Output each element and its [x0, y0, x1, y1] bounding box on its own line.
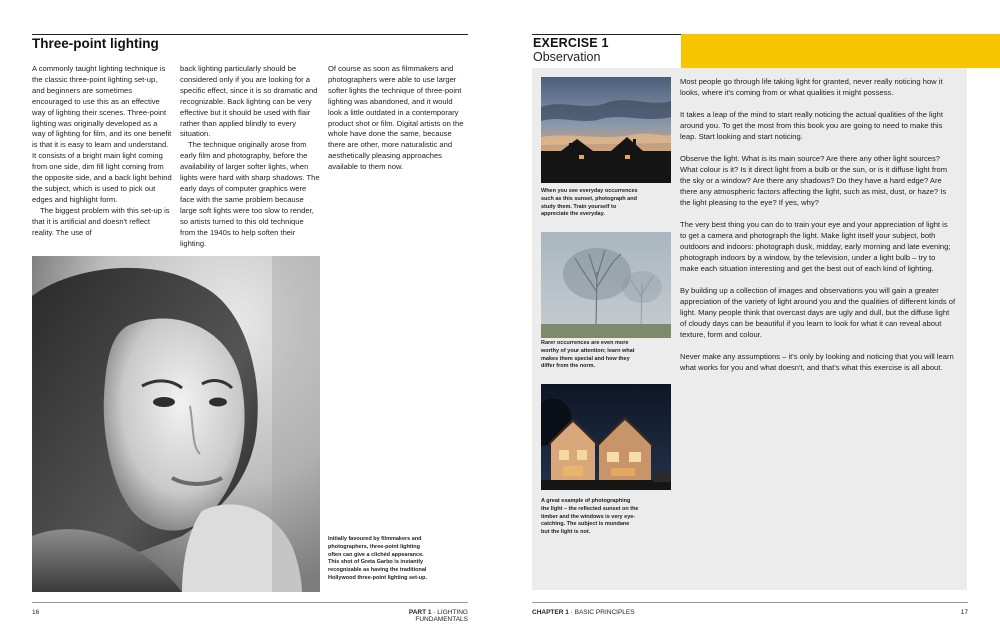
sunset-caption: When you see everyday occurrences such as this sunset, photograph and study them. Train yourself to appreciate the everyday. — [541, 188, 638, 218]
paragraph: It takes a leap of the mind to start really noticing the actual qualities of the light around you. To get the most from this book you are going to need to make this leap. Start looking and start noticing. — [680, 110, 943, 141]
part-label: PART 1 — [408, 609, 432, 616]
exercise-subtitle: Observation — [533, 50, 601, 64]
bottom-rule — [532, 602, 968, 603]
paragraph: The biggest problem with this set-up is that it is artificial and doesn't reflect reality. The use of — [32, 205, 170, 237]
portrait-image — [32, 256, 320, 592]
chapter-label: CHAPTER 1 — [532, 609, 569, 616]
paragraph: The technique originally arose from early film and photography, before the availability of larger softer lights, when lights were hard with sharp shadows. The early days of computer graphics were face with the same problem because large soft lights were too slow to render, so artists turned to this old technique from the 1940s to help soften their lighting. — [180, 140, 320, 248]
page-number: 17 — [960, 609, 968, 616]
paragraph: Observe the light. What is its main source? Are there any other light sources? What colour is it? Is it direct light from a bulb or the sun, or is it diffuse light from the sky or a window? Are there any shadows? Do they have a hard edge? Are there any atmospheric factors affecting the light, such as mist, dust, or haze? Is the light pleasing to the eye? If yes, why? — [680, 154, 948, 207]
exercise-title: EXERCISE 1 — [533, 36, 609, 50]
sunset-image — [541, 77, 671, 183]
running-footer — [355, 609, 468, 623]
portrait-caption: Initially favoured by filmmakers and photographers, three-point lighting often can give a clichéd appearance. This shot of Greta Garbo is instantly recognizable as having the traditional Hollywood three-point lighting set-up. — [328, 536, 427, 581]
top-rule — [32, 34, 468, 35]
accent-bar — [681, 34, 1000, 68]
chapter-title: · BASIC PRINCIPLES — [568, 609, 635, 616]
houses-photo — [541, 384, 671, 490]
bottom-rule — [32, 602, 468, 603]
houses-image — [541, 384, 671, 490]
mist-image — [541, 232, 671, 338]
paragraph: A commonly taught lighting technique is the classic three-point lighting set-up, and beginners are sometimes encouraged to use this as an effective way of lighting their scenes. Three-point lighting was originally developed as a way of lighting for film, and its one benefit is that it is easy to learn and understand. It consists of a bright main light coming from one side, dim fill light coming from the opposite side, and a back light behind the subject, which is used to pick out edges and highlight form. — [32, 64, 172, 204]
mist-photo — [541, 232, 671, 338]
right-page — [500, 0, 1000, 644]
paragraph: Never make any assumptions – it's only by looking and noticing that you will learn what works for you and what doesn't, and that's what this exercise is all about. — [680, 352, 954, 372]
paragraph: Most people go through life taking light for granted, never really noticing how it looks, where it's coming from or what qualities it might possess. — [680, 77, 943, 97]
text-column-3 — [328, 64, 468, 173]
text-column-2 — [180, 64, 320, 249]
paragraph: back lighting particularly should be considered only if you are looking for a specific effect, since it is so dramatic and recognizable. Back lighting can be very effective but it should be used with flair rather than applied blindly to every situation. — [180, 64, 318, 139]
paragraph: The very best thing you can do to train your eye and your appreciation of light is to get a camera and photograph the light. Make light itself your subject, both outdoors and indoors: photograph dusk, midday, early morning and late evening; photograph indoors by a window, by the television, under a light bulb – try to make each situation interesting and get the best out of each kind of lighting. — [680, 220, 951, 273]
section-heading: Three-point lighting — [32, 36, 159, 51]
portrait-photo — [32, 256, 320, 592]
paragraph: Of course as soon as filmmakers and photographers were able to use larger softer lights the technique of three-point lighting was abandoned, and it would look a little outdated in a contemporary product shot or film. Digital artists on the whole have done the same, because there are other, more naturalistic and aesthetically pleasing approaches available to them now. — [328, 64, 464, 172]
houses-caption: A great example of photographing the light – the reflected sunset on the timber and the windows is very eye-catching. The subject is mundane but the light is not. — [541, 498, 639, 536]
running-footer — [532, 609, 635, 616]
mist-caption: Rarer occurrences are even more worthy of your attention; learn what makes them special and how they differ from the norm. — [541, 340, 635, 370]
top-rule — [532, 34, 681, 35]
sunset-photo — [541, 77, 671, 183]
text-column-1 — [32, 64, 172, 239]
part-title: · LIGHTING FUNDAMENTALS — [415, 609, 468, 623]
exercise-text — [680, 76, 956, 384]
paragraph: By building up a collection of images and observations you will gain a greater appreciation of the variety of light around you and the qualities of different kinds of light. Many people think that overcast days are ugly and dull, but the diffuse light of cloudy days can be beautiful if you learn to look for what it can reveal about texture, form and colour. — [680, 286, 956, 339]
page-number: 16 — [32, 609, 40, 616]
